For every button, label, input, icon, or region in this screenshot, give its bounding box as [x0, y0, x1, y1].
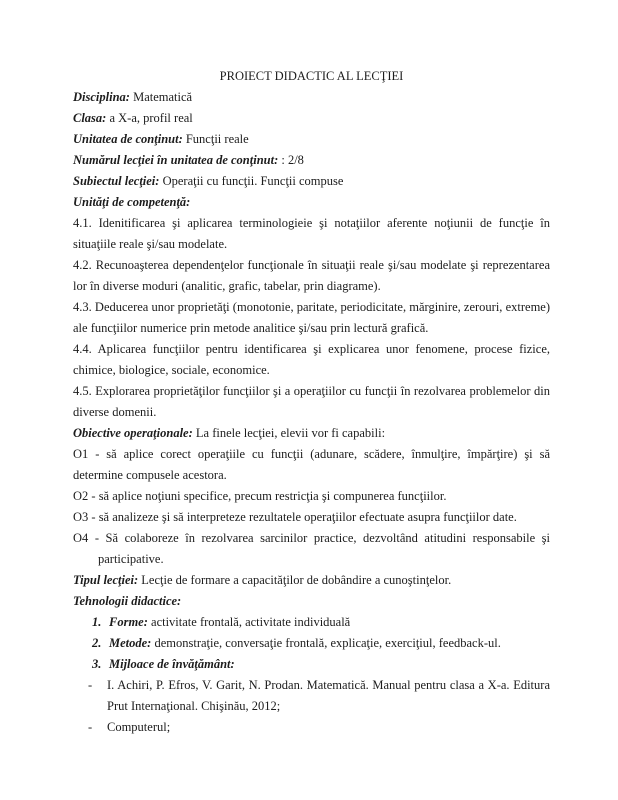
competency-item-4-3: 4.3. Deducerea unor proprietăţi (monotonie, paritate, periodicitate, mărginire, zerouri, extreme) ale funcţiilor numerice prin metode analitice şi/sau prin lectură grafică.: [73, 300, 550, 335]
competencies-heading: Unităţi de competenţă:: [73, 195, 191, 209]
field-numarul-value: : 2/8: [281, 153, 304, 167]
list-number: 1.: [92, 615, 102, 629]
field-disciplina-label: Disciplina:: [73, 90, 130, 104]
list-number: 2.: [92, 636, 102, 650]
objective-o1: O1 - să aplice corect operaţiile cu funcţii (adunare, scădere, înmulţire, împărţire) şi să determine compusele acestora.: [73, 447, 550, 482]
resource-text-computer: Computerul;: [107, 720, 171, 734]
field-subiectul-value: Operaţii cu funcţii. Funcţii compuse: [162, 174, 344, 188]
field-subiectul-label: Subiectul lecţiei:: [73, 174, 160, 188]
list-value: demonstraţie, conversaţie frontală, explicaţie, exerciţiul, feedback-ul.: [154, 636, 501, 650]
field-disciplina-value: Matematică: [133, 90, 193, 104]
objectives-heading-line: [73, 423, 550, 444]
field-unitatea-value: Funcţii reale: [185, 132, 249, 146]
field-numarul-lectiei: [73, 150, 550, 171]
objectives-label: Obiective operaţionale:: [73, 426, 193, 440]
field-clasa-label: Clasa:: [73, 111, 107, 125]
lesson-type-value: Lecţie de formare a capacităţilor de dobândire a cunoştinţelor.: [141, 573, 452, 587]
resource-text-manual: I. Achiri, P. Efros, V. Garit, N. Prodan. Matematică. Manual pentru clasa a X-a. Editura Prut Internaţional. Chişinău, 2012;: [107, 678, 550, 713]
resource-item-computer: [73, 717, 550, 738]
competency-item-4-4: 4.4. Aplicarea funcţiilor pentru identificarea şi explicarea unor fenomene, procese fizice, chimice, biologice, sociale, economice.: [73, 342, 550, 377]
resource-item-manual: [73, 675, 550, 717]
list-label: Mijloace de învăţământ:: [109, 657, 235, 671]
objectives-intro: La finele lecţiei, elevii vor fi capabili:: [195, 426, 386, 440]
field-unitatea-de-continut: [73, 129, 550, 150]
field-clasa: [73, 108, 550, 129]
list-value: activitate frontală, activitate individuală: [151, 615, 351, 629]
list-label: Metode:: [109, 636, 152, 650]
lesson-type-label: Tipul lecţiei:: [73, 573, 139, 587]
list-label: Forme:: [109, 615, 148, 629]
document-title: PROIECT DIDACTIC AL LECŢIEI: [219, 69, 404, 83]
competency-item-4-5: 4.5. Explorarea proprietăţilor funcţiilor şi a operaţiilor cu funcţii în rezolvarea problemelor din diverse domenii.: [73, 384, 550, 419]
numbered-item-forme: [73, 612, 550, 633]
field-numarul-label: Numărul lecţiei în unitatea de conţinut:: [73, 153, 279, 167]
lesson-type-line: [73, 570, 550, 591]
list-number: 3.: [92, 657, 102, 671]
numbered-item-metode: [73, 633, 550, 654]
objective-o4: O4 - Să colaboreze în rezolvarea sarcinilor practice, dezvoltând atitudini responsabile şi participative.: [73, 531, 550, 566]
competency-item-4-1: 4.1. Idenitificarea şi aplicarea terminologieie şi notaţiilor aferente noţiunii de funcţie în situaţiile reale şi/sau modelate.: [73, 216, 550, 251]
objective-o3: O3 - să analizeze şi să interpreteze rezultatele operaţiilor efectuate asupra funcţiilor date.: [73, 510, 517, 524]
dash-bullet: -: [88, 678, 93, 692]
numbered-item-mijloace: [73, 654, 550, 675]
dash-bullet: -: [88, 720, 93, 734]
objective-o2: O2 - să aplice noţiuni specifice, precum restricţia şi compunerea funcţiilor.: [73, 489, 447, 503]
field-unitatea-label: Unitatea de conţinut:: [73, 132, 183, 146]
field-subiectul-lectiei: [73, 171, 550, 192]
technologies-heading: Tehnologii didactice:: [73, 594, 182, 608]
field-disciplina: [73, 87, 550, 108]
competency-item-4-2: 4.2. Recunoaşterea dependenţelor funcţionale în situaţii reale şi/sau modelate şi reprezentarea lor în diverse moduri (analitic, grafic, tabelar, prin diagrame).: [73, 258, 550, 293]
field-clasa-value: a X-a, profil real: [109, 111, 193, 125]
